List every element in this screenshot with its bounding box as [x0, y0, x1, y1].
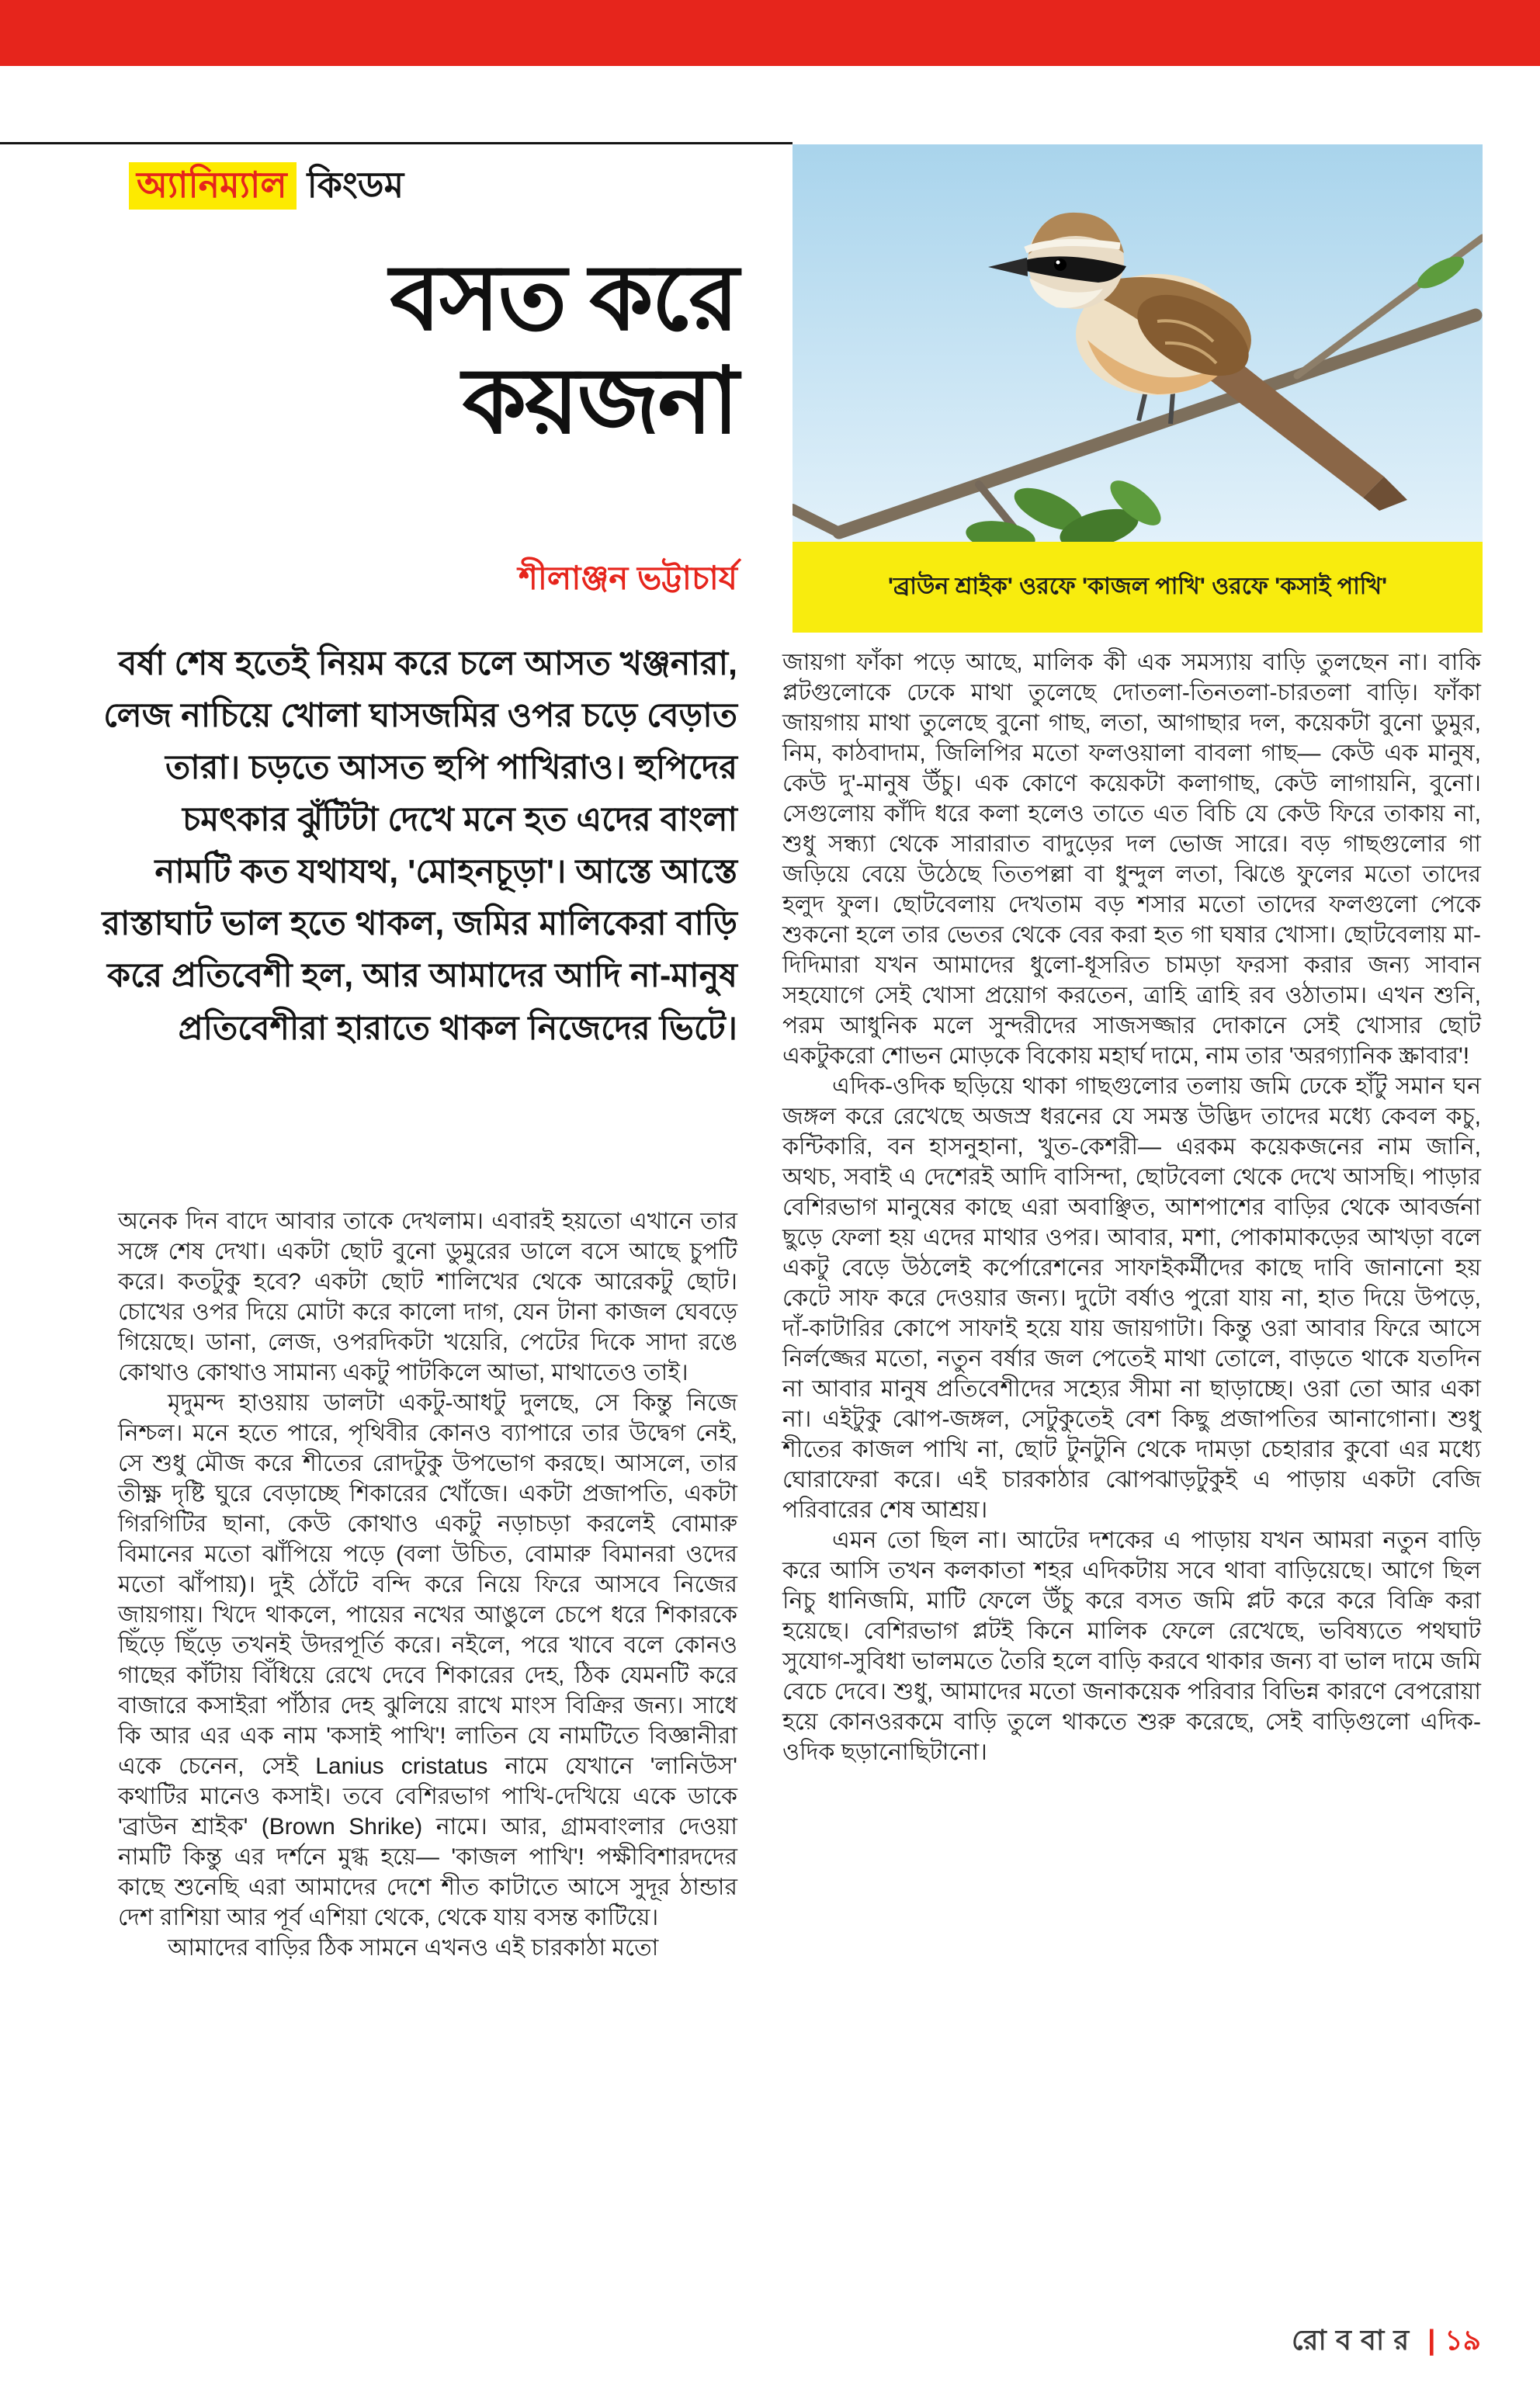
eye-highlight [1056, 261, 1060, 265]
page-footer [1292, 2319, 1481, 2366]
top-red-bar [0, 0, 1540, 66]
section-header [129, 158, 404, 217]
section-tag-rest: কিংডম [307, 165, 404, 205]
headline-line-2: কয়জনা [462, 350, 737, 453]
paragraph: অনেক দিন বাদে আবার তাকে দেখলাম। এবারই হয়তো এখানে তার সঙ্গে শেষ দেখা। একটা ছোট বুনো ডুমুরের ডালে বসে আছে চুপটি করে। কতটুকু হবে? একটা ছোট শালিখের থেকে আরেকটু ছোট। চোখের ওপর দিয়ে মোটা করে কালো দাগ, যেন টানা কাজল ঘেবড়ে গিয়েছে। ডানা, লেজ, ওপরদিকটা খয়েরি, পেটের দিকে সাদা রঙে কোথাও কোথাও সামান্য একটু পাটকিলে আভা, মাথাতেও তাই। [118, 1209, 737, 1386]
article-headline [78, 247, 737, 454]
body-column-1 [118, 1206, 737, 1963]
bird-leg [1171, 393, 1173, 424]
header-rule [0, 142, 793, 144]
bird-eye [1054, 258, 1067, 271]
publication-name: রোববার [1292, 2324, 1419, 2356]
paragraph: এমন তো ছিল না। আটের দশকের এ পাড়ায় যখন আমরা নতুন বাড়ি করে আসি তখন কলকাতা শহর এদিকটায় সবে থাবা বাড়িয়েছে। আগে ছিল নিচু ধানিজমি, মাটি ফেলে উঁচু করে বসত জমি প্লট করে করে বিক্রি করা হয়েছে। বেশিরভাগ প্লটই কিনে মালিক ফেলে রেখেছে, ভবিষ্যতে পথঘাট সুযোগ-সুবিধা ভালমতে তৈরি হলে বাড়ি করবে থাকার জন্য বা ভাল দামে জমি বেচে দেবে। শুধু, আমাদের মতো জনাকয়েক পরিবার বিভিন্ন কারণে বেপরোয়া হয়ে কোনওরকমে বাড়ি তুলে থাকতে শুরু করেছে, সেই বাড়িগুলো এদিক-ওদিক ছড়ানোছিটানো। [782, 1528, 1481, 1765]
paragraph: জায়গা ফাঁকা পড়ে আছে, মালিক কী এক সমস্যায় বাড়ি তুলছেন না। বাকি প্লটগুলোকে ঢেকে মাথা তুলেছে দোতলা-তিনতলা-চারতলা বাড়ি। ফাঁকা জায়গায় মাথা তুলেছে বুনো গাছ, লতা, আগাছার দল, কয়েকটা বুনো ডুমুর, নিম, কাঠবাদাম, জিলিপির মতো ফলওয়ালা বাবলা গাছ— কেউ এক মানুষ, কেউ দু'-মানুষ উঁচু। এক কোণে কয়েকটা কলাগাছ, কেউ লাগায়নি, বুনো। সেগুলোয় কাঁদি ধরে কলা হলেও তাতে এত বিচি যে কেউ ফিরে তাকায় না, শুধু সন্ধ্যা থেকে সারারাত বাদুড়ের দল ভোজ সারে। বড় গাছগুলোর গা জড়িয়ে বেয়ে উঠেছে তিতপল্লা বা ধুন্দুল লতা, ঝিঙে ফুলের মতো তাদের হলুদ ফুল। ছোটবেলায় দেখতাম বড় শসার মতো তাদের ফলগুলো পেকে শুকনো হলে তার ভেতর থেকে বের করা হত গা ঘষার খোসা। ছোটবেলায় মা-দিদিমারা যখন আমাদের ধুলো-ধূসরিত চামড়া ফরসা করার জন্য সাবান সহযোগে সেই খোসা প্রয়োগ করতেন, ত্রাহি ত্রাহি রব ওঠাতাম। এখন শুনি, পরম আধুনিক মলে সুন্দরীদের সাজসজ্জার দোকানে সেই খোসার ছোট একটুকরো শোভন মোড়কে বিকোয় মহার্ঘ দামে, নাম তার 'অরগ্যানিক স্ক্রাবার'! [782, 650, 1481, 1069]
author-byline: শীলাঞ্জন ভট্টাচার্য [519, 560, 737, 596]
footer-separator: | [1427, 2324, 1436, 2356]
paragraph: মৃদুমন্দ হাওয়ায় ডালটা একটু-আধটু দুলছে, সে কিন্তু নিজে নিশ্চল। মনে হতে পারে, পৃথিবীর কোনও ব্যাপারে তার উদ্বেগ নেই, সে শুধু মৌজ করে শীতের রোদটুকু উপভোগ করছে। আসলে, তার তীক্ষ্ণ দৃষ্টি ঘুরে বেড়াচ্ছে শিকারের খোঁজে। একটা প্রজাপতি, একটা গিরগিটির ছানা, কেউ কোথাও একটু নড়াচড়া করলেই বোমারু বিমানের মতো ঝাঁপিয়ে পড়ে (বলা উচিত, বোমারু বিমানরা ওদের মতো ঝাঁপায়)। দুই ঠোঁটে বন্দি করে নিয়ে ফিরে আসবে নিজের জায়গায়। খিদে থাকলে, পায়ের নখের আঙুলে চেপে ধরে শিকারকে ছিঁড়ে ছিঁড়ে তখনই উদরপূর্তি করে। নইলে, পরে খাবে বলে কোনও গাছের কাঁটায় বিঁধিয়ে রেখে দেবে শিকারের দেহ, ঠিক যেমনটি করে বাজারে কসাইরা পাঁঠার দেহ ঝুলিয়ে রাখে মাংস বিক্রির জন্য। সাধে কি আর এর এক নাম 'কসাই পাখি'! লাতিন যে নামটিতে বিজ্ঞানীরা একে চেনেন, সেই Lanius cristatus নামে যেখানে 'লানিউস' কথাটির মানেও কসাই। তবে বেশিরভাগ পাখি-দেখিয়ে একে ডাকে 'ব্রাউন শ্রাইক' (Brown Shrike) নামে। আর, গ্রামবাংলার দেওয়া নামটি কিন্তু এর দর্শনে মুগ্ধ হয়ে— 'কাজল পাখি'! পক্ষীবিশারদদের কাছে শুনেছি এরা আমাদের দেশে শীত কাটাতে আসে সুদূর ঠান্ডার দেশ রাশিয়া আর পূর্ব এশিয়া থেকে, থেকে যায় বসন্ত কাটিয়ে। [118, 1390, 737, 1930]
lead-paragraph: বর্ষা শেষ হতেই নিয়ম করে চলে আসত খঞ্জনারা, লেজ নাচিয়ে খোলা ঘাসজমির ওপর চড়ে বেড়াত তারা। চড়তে আসত হুপি পাখিরাও। হুপিদের চমৎকার ঝুঁটিটা দেখে মনে হত এদের বাংলা নামটি কত যথাযথ, 'মোহনচূড়া'। আস্তে আস্তে রাস্তাঘাট ভাল হতে থাকল, জমির মালিকেরা বাড়ি করে প্রতিবেশী হল, আর আমাদের আদি না-মানুষ প্রতিবেশীরা হারাতে থাকল নিজেদের ভিটে। [102, 645, 737, 1047]
paragraph: আমাদের বাড়ির ঠিক সামনে এখনও এই চারকাঠা মতো [168, 1935, 659, 1961]
bird-illustration [793, 144, 1483, 542]
page-number: ১৯ [1445, 2324, 1481, 2356]
brown-shrike-photo [793, 144, 1483, 542]
paragraph: এদিক-ওদিক ছড়িয়ে থাকা গাছগুলোর তলায় জমি ঢেকে হাঁটু সমান ঘন জঙ্গল করে রেখেছে অজস্র ধরনের যে সমস্ত উদ্ভিদ তাদের মধ্যে কেবল কচু, কন্টিকারি, বন হাসনুহানা, খুত-কেশরী— এরকম কয়েকজনের নাম জানি, অথচ, সবাই এ দেশেরই আদি বাসিন্দা, ছোটবেলা থেকে দেখে আসছি। পাড়ার বেশিরভাগ মানুষের কাছে এরা অবাঞ্ছিত, আশপাশের বাড়ির থেকে আবর্জনা ছুড়ে ফেলা হয় এদের মাথার ওপর। আবার, মশা, পোকামাকড়ের আখড়া বলে একটু বেড়ে উঠলেই কর্পোরেশনের সাফাইকর্মীদের কাছে দাবি জানানো হয় কেটে সাফ করে দেওয়ার জন্য। দুটো বর্ষাও পুরো যায় না, হাত দিয়ে উপড়ে, দাঁ-কাটারির কোপে সাফাই হয়ে যায় জায়গাটা। কিন্তু ওরা আবার ফিরে আসে নির্লজ্জের মতো, নতুন বর্ষার জল পেতেই মাথা তোলে, বাড়তে থাকে যতদিন না আবার মানুষ প্রতিবেশীদের সহ্যের সীমা না ছাড়াচ্ছে। ওরা তো আর একা না। এইটুকু ঝোপ-জঙ্গল, সেটুকুতেই বেশ কিছু প্রজাপতির আনাগোনা। শুধু শীতের কাজল পাখি না, ছোট টুনটুনি থেকে দামড়া চেহারার কুবো এর মধ্যে ঘোরাফেরা করে। এই চারকাঠার ঝোপঝাড়টুকুই এ পাড়ায় একটা বেজি পরিবারের শেষ আশ্রয়। [782, 1073, 1481, 1523]
body-column-2 [782, 647, 1481, 1767]
section-tag-highlighted: অ্যানিম্যাল [129, 162, 297, 210]
headline-line-1: বসত করে [390, 247, 737, 349]
photo-caption: 'ব্রাউন শ্রাইক' ওরফে 'কাজল পাখি' ওরফে 'কসাই পাখি' [793, 542, 1483, 633]
